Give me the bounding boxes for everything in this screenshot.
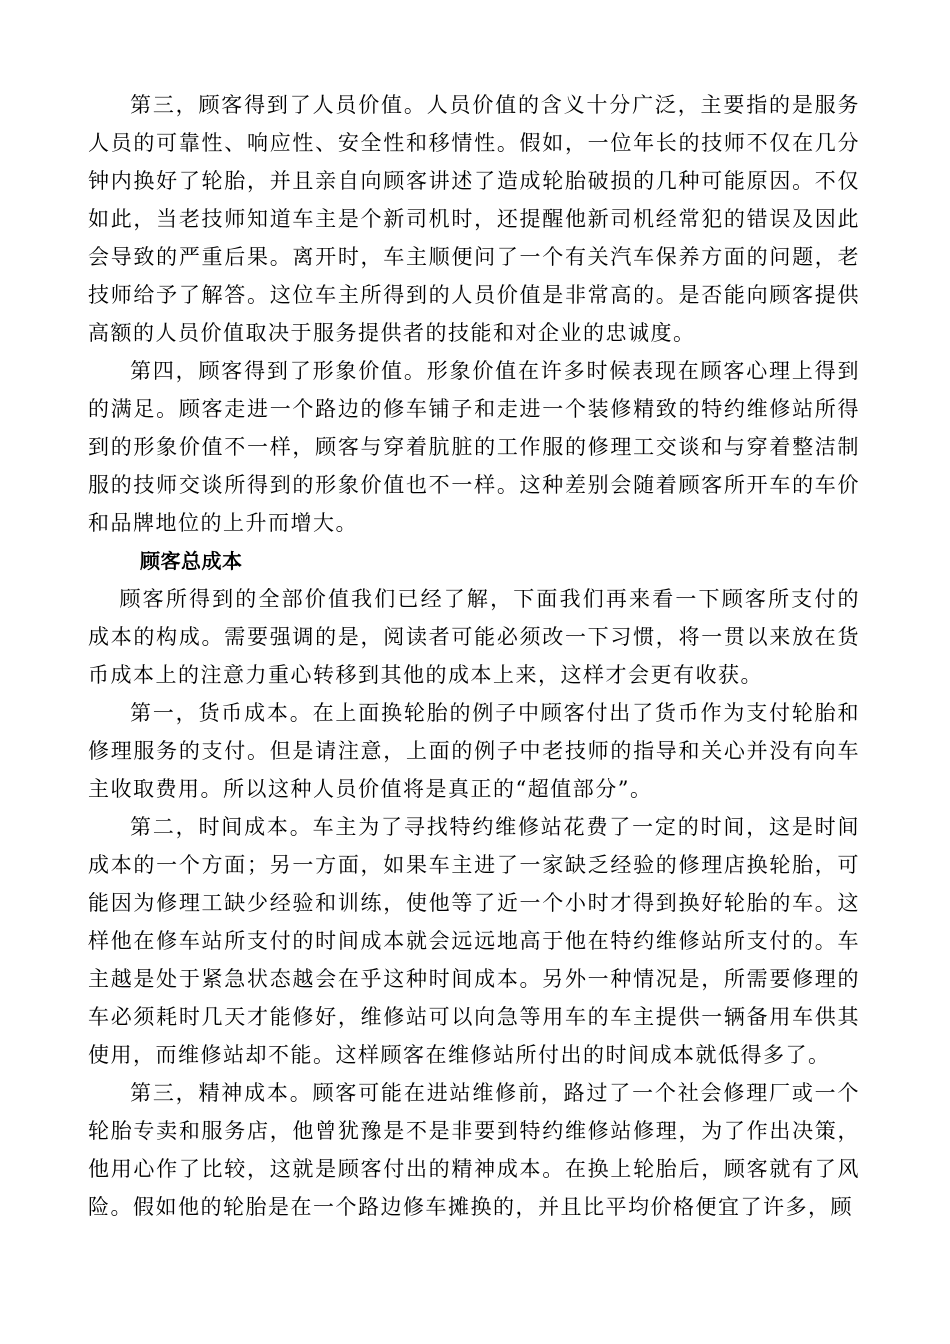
- paragraph-time-cost: 第二，时间成本。车主为了寻找特约维修站花费了一定的时间，这是时间成本的一个方面；另一方面，如果车主进了一家缺乏经验的修理店换轮胎，可能因为修理工缺少经验和训练，使他等了近一个小时才得到换好轮胎的车。这样他在修车站所支付的时间成本就会远远地高于他在特约维修站所支付的。车主越是处于紧急状态越会在乎这种时间成本。另外一种情况是，所需要修理的车必须耗时几天才能修好，维修站可以向急等用车的车主提供一辆备用车供其使用，而维修站却不能。这样顾客在维修站所付出的时间成本就低得多了。: [88, 815, 860, 1067]
- paragraph-monetary-cost: 第一，货币成本。在上面换轮胎的例子中顾客付出了货币作为支付轮胎和修理服务的支付。但是请注意，上面的例子中老技师的指导和关心并没有向车主收取费用。所以这种人员价值将是真正的“超值部分”。: [88, 701, 860, 801]
- section-heading: 顾客总成本: [140, 549, 243, 573]
- paragraph-personnel-value: 第三，顾客得到了人员价值。人员价值的含义十分广泛，主要指的是服务人员的可靠性、响应性、安全性和移情性。假如，一位年长的技师不仅在几分钟内换好了轮胎，并且亲自向顾客讲述了造成轮胎破损的几种可能原因。不仅如此，当老技师知道车主是个新司机时，还提醒他新司机经常犯的错误及因此会导致的严重后果。离开时，车主顺便问了一个有关汽车保养方面的问题，老技师给予了解答。这位车主所得到的人员价值是非常高的。是否能向顾客提供高额的人员价值取决于服务提供者的技能和对企业的忠诚度。: [88, 93, 860, 345]
- paragraph-mental-cost: 第三，精神成本。顾客可能在进站维修前，路过了一个社会修理厂或一个轮胎专卖和服务店，他曾犹豫是不是非要到特约维修站修理，为了作出决策，他用心作了比较，这就是顾客付出的精神成本。在换上轮胎后，顾客就有了风险。假如他的轮胎是在一个路边修车摊换的，并且比平均价格便宜了许多，顾: [88, 1081, 860, 1219]
- paragraph-image-value: 第四，顾客得到了形象价值。形象价值在许多时候表现在顾客心理上得到的满足。顾客走进一个路边的修车铺子和走进一个装修精致的特约维修站所得到的形象价值不一样，顾客与穿着肮脏的工作服的修理工交谈和与穿着整洁制服的技师交谈所得到的形象价值也不一样。这种差别会随着顾客所开车的车价和品牌地位的上升而增大。: [88, 359, 860, 535]
- paragraph-cost-intro: 顾客所得到的全部价值我们已经了解，下面我们再来看一下顾客所支付的成本的构成。需要强调的是，阅读者可能必须改一下习惯，将一贯以来放在货币成本上的注意力重心转移到其他的成本上来，这样才会更有收获。: [88, 587, 860, 687]
- document-body: [88, 86, 860, 1226]
